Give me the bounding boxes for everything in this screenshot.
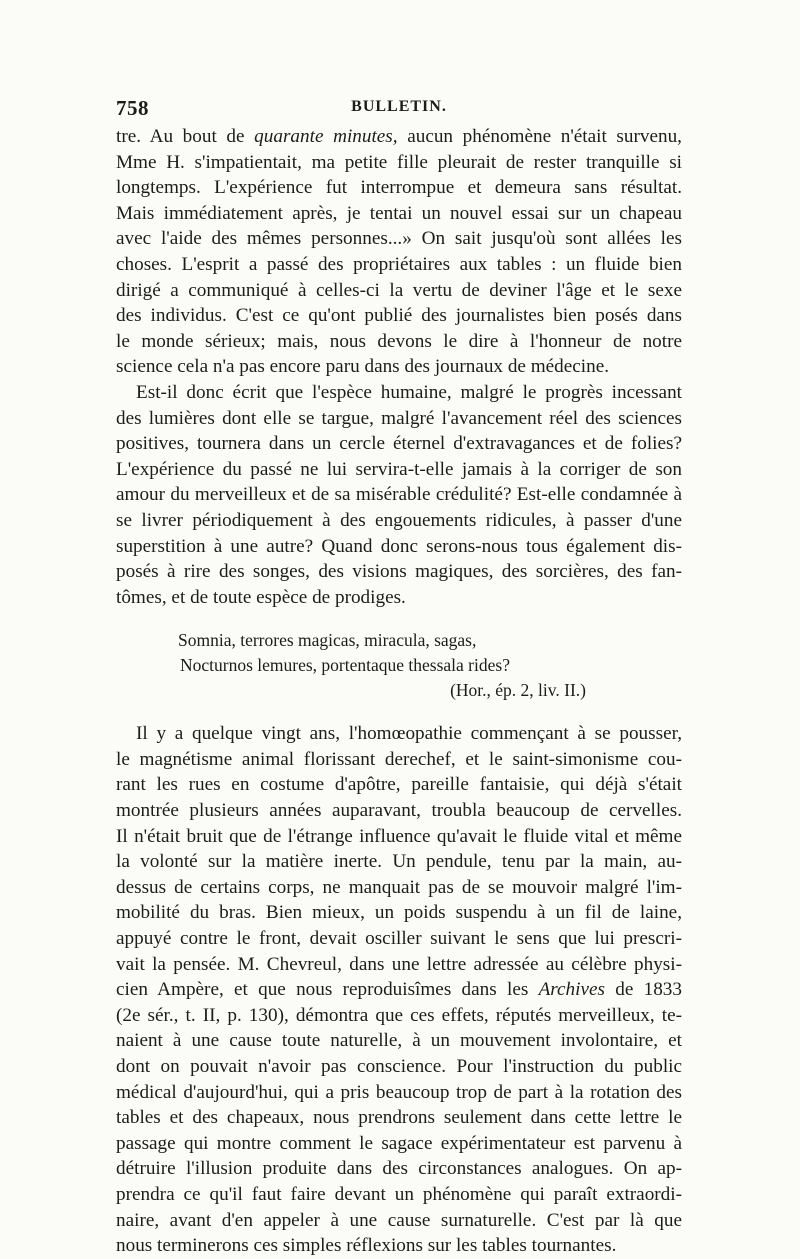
text-line: superstition à une autre? Quand donc serons-nous tous également dis- xyxy=(116,535,682,557)
quote-line: Somnia, terrores magicas, miracula, sagas, xyxy=(178,630,477,651)
paragraph-3 xyxy=(116,721,682,1258)
text-line: rant les rues en costume d'apôtre, pareille fantaisie, qui déjà s'était xyxy=(116,774,682,796)
text-line: détruire l'illusion produite dans des circonstances analogues. On ap- xyxy=(116,1158,682,1180)
text-line: la volonté sur la matière inerte. Un pendule, tenu par la main, au- xyxy=(116,851,682,873)
text-line: Mme H. s'impatientait, ma petite fille pleurait de rester tranquille si xyxy=(116,151,682,173)
text-line: vait la pensée. M. Chevreul, dans une lettre adressée au célèbre physi- xyxy=(116,953,682,975)
text-line: appuyé contre le front, devait osciller suivant le sens que lui prescri- xyxy=(116,928,682,950)
page-number: 758 xyxy=(116,96,149,120)
text-line: L'expérience du passé ne lui servira-t-elle jamais à la corriger de son xyxy=(116,458,682,480)
text-line: dirigé a communiqué à celles-ci la vertu de deviner l'âge et le sexe xyxy=(116,279,682,301)
text-line: Il n'était bruit que de l'étrange influence qu'avait le fluide vital et même xyxy=(116,825,682,847)
quote-source: (Hor., ép. 2, liv. II.) xyxy=(450,680,586,701)
text-line: médical d'aujourd'hui, qui a pris beaucoup trop de part à la rotation des xyxy=(116,1081,682,1103)
text-line: naire, avant d'en appeler à une cause surnaturelle. C'est par là que xyxy=(116,1209,682,1231)
text-line: choses. L'esprit a passé des propriétaires aux tables : un fluide bien xyxy=(116,253,682,275)
text-line: Mais immédiatement après, je tentai un nouvel essai sur un chapeau xyxy=(116,202,682,224)
text-line: des individus. C'est ce qu'ont publié des journalistes bien posés dans xyxy=(116,305,682,327)
paragraph-2 xyxy=(116,380,682,610)
text-line: nous terminerons ces simples réflexions sur les tables tournantes. xyxy=(116,1235,617,1257)
text-line: longtemps. L'expérience fut interrompue et demeura sans résultat. xyxy=(116,177,682,199)
text-line: passage qui montre comment le sagace expérimentateur est parvenu à xyxy=(116,1132,682,1154)
text-line: tômes, et de toute espèce de prodiges. xyxy=(116,586,406,608)
text-line: (2e sér., t. II, p. 130), démontra que ces effets, réputés merveilleux, te- xyxy=(116,1004,682,1026)
text-line: dont on pouvait n'avoir pas conscience. Pour l'instruction du public xyxy=(116,1056,682,1077)
page-header xyxy=(116,96,682,120)
latin-quote xyxy=(116,628,682,703)
running-title: BULLETIN. xyxy=(351,98,447,115)
text-line: mobilité du bras. Bien mieux, un poids suspendu à un fil de laine, xyxy=(116,902,682,924)
paragraph-1 xyxy=(116,124,682,380)
text-line: science cela n'a pas encore paru dans des journaux de médecine. xyxy=(116,356,610,378)
text-line: avec l'aide des mêmes personnes...» On sait jusqu'où sont allées les xyxy=(116,228,682,250)
text-line: se livrer périodiquement à des engouements ridicules, à passer d'une xyxy=(116,509,682,531)
text-line: Est-il donc écrit que l'espèce humaine, malgré le progrès incessant xyxy=(136,381,682,403)
quote-line: Nocturnos lemures, portentaque thessala rides? xyxy=(180,655,510,676)
text-line: montrée plusieurs années auparavant, troubla beaucoup de cervelles. xyxy=(116,800,682,822)
text-line: posés à rire des songes, des visions magiques, des sorcières, des fan- xyxy=(116,561,682,583)
text-line: Il y a quelque vingt ans, l'homœopathie commençant à se pousser, xyxy=(136,723,682,745)
text-line: le magnétisme animal florissant derechef, et le saint-simonisme cou- xyxy=(116,748,682,770)
text-line: le monde sérieux; mais, nous devons le dire à l'honneur de notre xyxy=(116,330,682,352)
page-body xyxy=(116,124,682,1259)
text-line: des lumières dont elle se targue, malgré l'avancement réel des sciences xyxy=(116,407,682,429)
text-line: dessus de certains corps, ne manquait pas de se mouvoir malgré l'im- xyxy=(116,876,682,898)
text-line: tables et des chapeaux, nous prendrons seulement dans cette lettre le xyxy=(116,1107,682,1129)
text-line: prendra ce qu'il faut faire devant un phénomène qui paraît extraordi- xyxy=(116,1183,682,1205)
text-line: positives, tournera dans un cercle éternel d'extravagances et de folies? xyxy=(116,433,682,455)
text-line: tre. Au bout de quarante minutes, aucun phénomène n'était survenu, xyxy=(116,126,682,147)
text-line: amour du merveilleux et de sa misérable crédulité? Est-elle condamnée à xyxy=(116,484,682,506)
text-line: cien Ampère, et que nous reproduisîmes dans les Archives de 1833 xyxy=(116,979,682,1001)
text-line: naient à une cause toute naturelle, à un mouvement involontaire, et xyxy=(116,1030,682,1052)
